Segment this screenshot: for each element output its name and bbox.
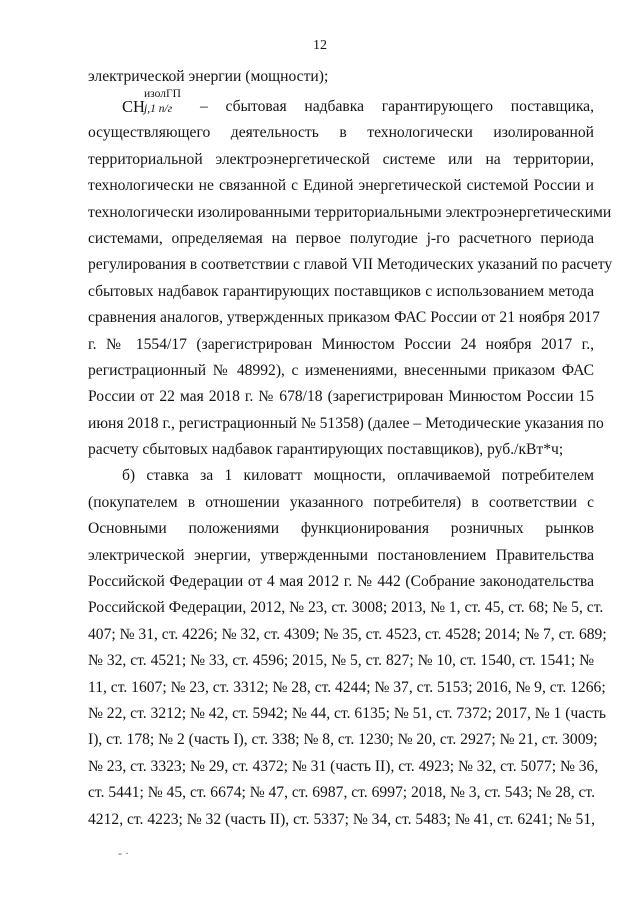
text-line: системами, определяемая на первое полугодие j-го расчетного периода — [88, 229, 594, 247]
text-line: Российской Федерации, 2012, № 23, ст. 3008; 2013, № 1, ст. 45, ст. 68; № 5, ст. — [88, 599, 604, 617]
text-line: I), ст. 178; № 2 (часть I), ст. 338; № 8, ст. 1230; № 20, ст. 2927; № 21, ст. 3009; — [88, 731, 598, 749]
formula-subscript: j,1 п/г — [144, 103, 173, 116]
text-line: 407; № 31, ст. 4226; № 32, ст. 4309; № 35, ст. 4523, ст. 4528; 2014; № 7, ст. 689; — [88, 625, 607, 643]
text-line: 4212, ст. 4223; № 32 (часть II), ст. 5337; № 34, ст. 5483; № 41, ст. 6241; № 51, — [88, 810, 596, 828]
text-line: регулирования в соответствии с главой VII Методических указаний по расчету — [88, 256, 613, 274]
text-line: сбытовых надбавок гарантирующих поставщиков с использованием метода — [88, 282, 594, 300]
text-line: ст. 5441; № 45, ст. 6674; № 47, ст. 6987, ст. 6997; 2018, № 3, ст. 543; № 28, ст. — [88, 784, 595, 802]
text-line: б) ставка за 1 киловатт мощности, оплачиваемой потребителем — [122, 467, 594, 485]
text-line: территориальной электроэнергетической системе или на территории, — [88, 150, 594, 168]
text-line: России от 22 мая 2018 г. № 678/18 (зарегистрирован Минюстом России 15 — [88, 388, 594, 406]
text-line: Основными положениями функционирования розничных рынков — [88, 520, 594, 538]
text-line: Российской Федерации от 4 мая 2012 г. № 442 (Собрание законодательства — [88, 573, 594, 591]
text-line: 11, ст. 1607; № 23, ст. 3312; № 28, ст. 4244; № 37, ст. 5153; 2016, № 9, ст. 1266; — [88, 678, 606, 696]
formula-base: СН — [122, 97, 145, 117]
text-line: сравнения аналогов, утвержденных приказом ФАС России от 21 ноября 2017 — [88, 309, 600, 327]
text-line: № 22, ст. 3212; № 42, ст. 5942; № 44, ст. 6135; № 51, ст. 7372; 2017, № 1 (часть — [88, 704, 607, 722]
scan-artifact-mark: - · — [118, 846, 129, 860]
text-line: г. № 1554/17 (зарегистрирован Минюстом России 24 ноября 2017 г., — [88, 335, 594, 353]
document-body — [88, 64, 613, 833]
formula-superscript: изолГП — [144, 88, 181, 101]
page-number: 12 — [313, 38, 327, 53]
text-line: (покупателем в отношении указанного потребителя) в соответствии с — [88, 493, 594, 511]
text-line: расчету сбытовых надбавок гарантирующих поставщиков), руб./кВт*ч; — [88, 441, 564, 459]
text-line: осуществляющего деятельность в технологически изолированной — [88, 124, 594, 142]
text-line: № 23, ст. 3323; № 29, ст. 4372; № 31 (часть II), ст. 4923; № 32, ст. 5077; № 36, — [88, 757, 599, 775]
text-line: № 32, ст. 4521; № 33, ст. 4596; 2015, № 5, ст. 827; № 10, ст. 1540, ст. 1541; № — [88, 652, 594, 670]
text-line: технологически не связанной с Единой энергетической системой России и — [88, 177, 594, 195]
text-line: июня 2018 г., регистрационный № 51358) (далее – Методические указания по — [88, 414, 604, 432]
text-line: электрической энергии, утвержденными постановлением Правительства — [88, 546, 594, 564]
text-line: регистрационный № 48992), с изменениями, внесенными приказом ФАС — [88, 361, 594, 379]
text-line: электрической энергии (мощности); — [88, 68, 329, 85]
text-line: технологически изолированными территориальными электроэнергетическими — [88, 203, 612, 221]
formula-definition-line — [88, 90, 594, 120]
text-line: – сбытовая надбавка гарантирующего поставщика, — [200, 98, 594, 116]
